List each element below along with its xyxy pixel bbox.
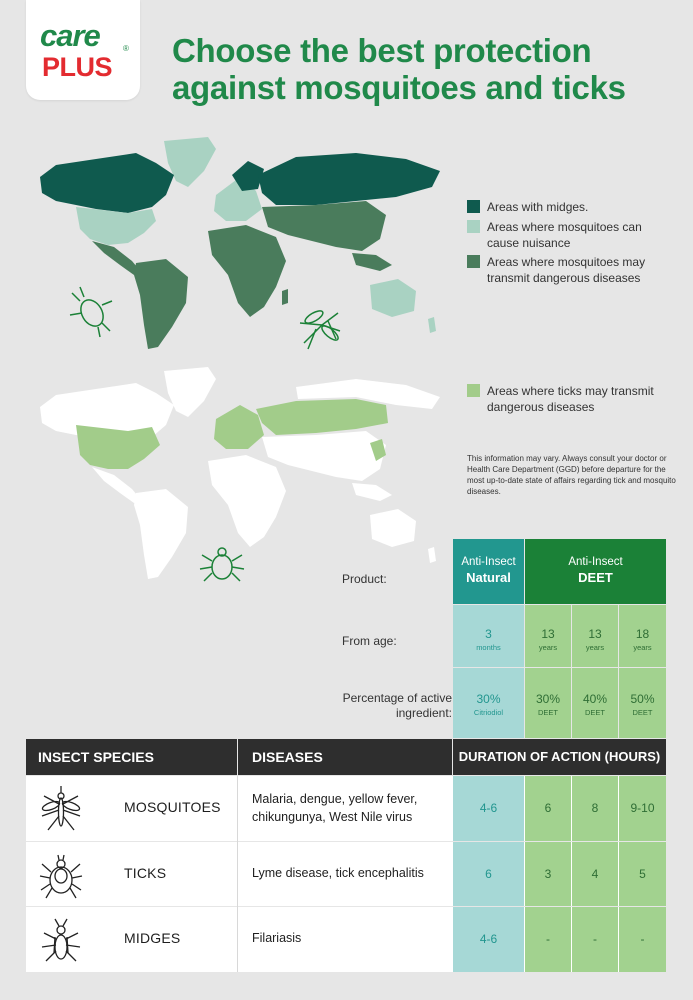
duration-natural: 4-6 [453,776,524,841]
insect-name-mosquitoes: MOSQUITOES [124,799,221,815]
natural-product-header [453,539,524,604]
insect-name-ticks: TICKS [124,865,167,881]
natural-age: 3 [485,627,492,641]
deet50-age-unit: years [633,643,652,652]
deet-product-header [525,539,666,604]
natural-pct-unit: Citriodiol [473,708,504,717]
logo-care-text: care [40,18,100,53]
deet30-age-unit: years [538,643,558,652]
deet30-age: 13 [541,627,555,641]
page-title: Choose the best protection against mosquitoes and ticks [172,32,626,106]
world-map-mosquitoes [36,135,456,365]
deet40-age: 13 [588,627,602,641]
deet40-age-cell [572,605,618,667]
duration-deet30: 6 [525,776,571,841]
legend-swatch-nuisance [467,220,480,233]
legend-midges-label: Areas with midges. [487,200,589,214]
table-header-species: INSECT SPECIES [26,739,237,775]
deet50-age-cell [619,605,666,667]
deet30-pct-unit: DEET [537,708,558,717]
deet40-pct-unit: DEET [584,708,605,717]
disease-line: Malaria, dengue, yellow fever, [252,792,418,806]
deet50-age: 18 [635,627,650,641]
care-plus-logo [26,0,140,100]
deet40-age-unit: years [585,643,605,652]
tick-map-icon [70,287,112,337]
deet50-pct: 50% [630,692,655,706]
natural-pct-cell [453,668,524,738]
deet40-pct: 40% [582,692,608,706]
legend-swatch-mosquito-disease [467,255,480,268]
deet30-pct: 30% [535,692,561,706]
table-header-duration: DURATION OF ACTION (HOURS) [453,739,666,775]
duration-deet50: 9-10 [619,776,666,841]
legend-swatch-ticks [467,384,480,397]
percentage-label: Percentage of active ingredient: [342,691,452,720]
deet30-age-cell [525,605,571,667]
duration-deet40: 8 [572,776,618,841]
legend-nuisance [467,219,677,251]
midge-icon [38,915,84,965]
legend-ticks [467,383,682,415]
duration-deet40: - [572,907,618,972]
deet-line2: DEET [578,570,613,585]
deet30-pct-cell [525,668,571,738]
table-divider [237,776,238,972]
deet40-pct-cell [572,668,618,738]
deet50-pct-unit: DEET [632,708,653,717]
legend-swatch-midges [467,200,480,213]
legend-nuisance-label: Areas where mosquitoes can cause nuisance [487,220,642,250]
natural-age-unit: months [476,643,501,652]
logo-plus-text: PLUS [42,52,113,82]
legend-ticks-label: Areas where ticks may transmit dangerous diseases [487,384,654,414]
duration-deet30: 3 [525,842,571,906]
natural-line1: Anti-Insect [461,556,516,568]
duration-deet50: - [619,907,666,972]
legend-midges [467,199,677,215]
disclaimer-note: This information may vary. Always consult your doctor or Health Care Department (GGD) before departure for the most up-to-date state of affairs regarding tick and mosquito diseases. [467,454,676,496]
duration-deet30: - [525,907,571,972]
product-label: Product: [342,572,387,586]
deet-line1: Anti-Insect [568,556,623,568]
deet50-pct-cell [619,668,666,738]
table-row [26,776,666,841]
age-label: From age: [342,634,397,648]
tick-icon [38,850,84,900]
natural-line2: Natural [466,570,511,585]
natural-pct: 30% [476,692,501,706]
world-map-ticks [36,365,456,595]
mosquito-map-icon [300,309,340,349]
logo-registered-mark: ® [123,44,129,53]
table-header-diseases: DISEASES [238,739,452,775]
natural-age-cell [453,605,524,667]
tick-map-icon [200,548,244,581]
duration-deet40: 4 [572,842,618,906]
disease-line: Filariasis [252,931,302,945]
legend-mosquito-disease [467,254,682,286]
disease-line: Lyme disease, tick encephalitis [252,866,424,880]
insect-name-midges: MIDGES [124,930,181,946]
table-row [26,907,666,972]
duration-natural: 6 [453,842,524,906]
legend-mosquito-disease-label: Areas where mosquitoes may transmit dangerous diseases [487,255,646,285]
disease-line: chikungunya, West Nile virus [252,810,413,824]
duration-deet50: 5 [619,842,666,906]
mosquito-icon [38,784,84,834]
duration-natural: 4-6 [453,907,524,972]
table-row [26,842,666,906]
